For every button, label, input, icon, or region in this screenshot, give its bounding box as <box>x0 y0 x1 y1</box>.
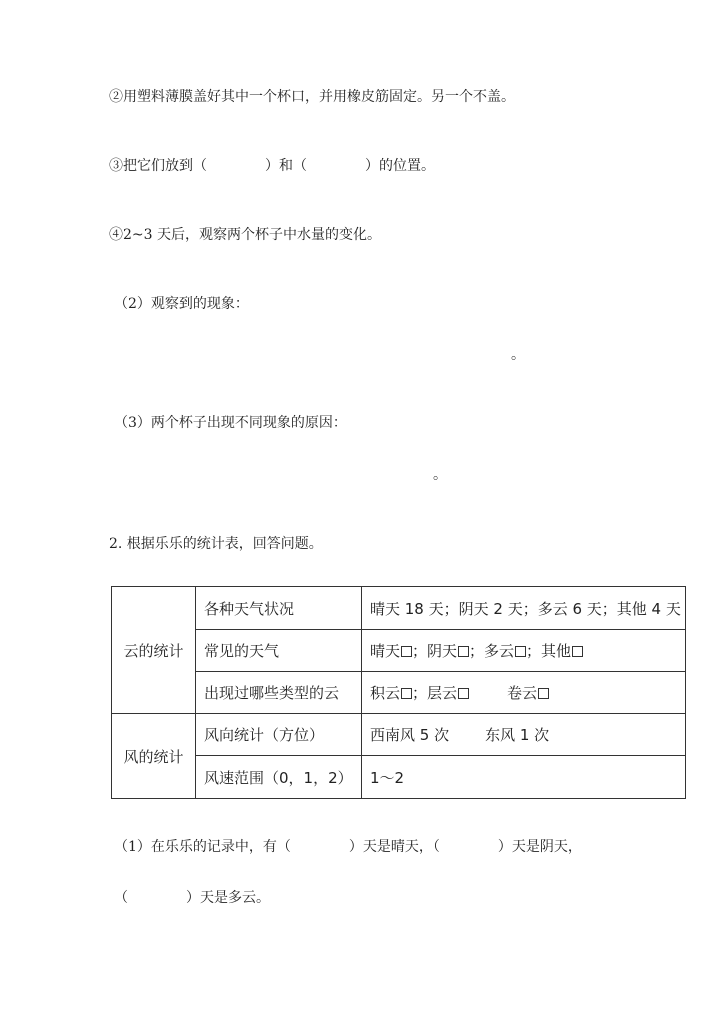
checkbox[interactable] <box>401 688 412 699</box>
question-2-label: （2）观察到的现象： <box>114 296 249 312</box>
step-4-text: ④2~3 天后，观察两个杯子中水量的变化。 <box>109 227 381 243</box>
checkbox[interactable] <box>458 688 469 699</box>
checkbox[interactable] <box>458 646 469 657</box>
fill-text: （ <box>114 890 128 906</box>
problem-2-title: 2. 根据乐乐的统计表，回答问题。 <box>109 536 323 552</box>
row-label: 出现过哪些类型的云 <box>196 672 362 714</box>
wind-direction-b: 东风 1 次 <box>485 726 550 744</box>
step-3-middle: ）和（ <box>265 158 307 174</box>
weather-stats-table <box>111 586 686 799</box>
option-label: 晴天 <box>370 642 401 660</box>
table-row <box>112 672 686 714</box>
row-value <box>362 630 686 672</box>
option-label: ；多云 <box>469 642 515 660</box>
fill-text: ）天是多云。 <box>186 890 270 906</box>
option-label: 卷云 <box>507 684 538 702</box>
wind-stats-group-label: 风的统计 <box>112 714 196 799</box>
wind-direction-a: 西南风 5 次 <box>370 726 450 744</box>
fill-text: ）天是阴天， <box>497 839 582 855</box>
fill-text: ）天是晴天，（ <box>348 839 440 855</box>
fill-question-1-line-2 <box>114 888 270 908</box>
checkbox[interactable] <box>572 646 583 657</box>
row-value <box>362 672 686 714</box>
checkbox[interactable] <box>401 646 412 657</box>
answer-line-end-mark: 。 <box>433 467 447 483</box>
table-row <box>112 630 686 672</box>
row-label: 风速范围（0，1，2） <box>196 756 362 799</box>
row-label: 风向统计（方位） <box>196 714 362 756</box>
row-value: 1～2 <box>362 756 686 799</box>
option-label: ；阴天 <box>412 642 458 660</box>
row-value <box>362 714 686 756</box>
fill-question-1-line-1 <box>114 837 582 857</box>
row-value: 晴天 18 天；阴天 2 天；多云 6 天；其他 4 天 <box>362 587 686 630</box>
table-row <box>112 714 686 756</box>
fill-text: （1）在乐乐的记录中，有（ <box>114 839 291 855</box>
option-label: ；层云 <box>412 684 458 702</box>
option-label: ；其他 <box>526 642 572 660</box>
row-label: 各种天气状况 <box>196 587 362 630</box>
step-3-prefix: ③把它们放到（ <box>109 158 207 174</box>
option-label: 积云 <box>370 684 401 702</box>
row-label: 常见的天气 <box>196 630 362 672</box>
checkbox[interactable] <box>538 688 549 699</box>
checkbox[interactable] <box>515 646 526 657</box>
table-row <box>112 756 686 799</box>
answer-line-end-mark: 。 <box>511 347 525 363</box>
question-3-label: （3）两个杯子出现不同现象的原因： <box>114 415 347 431</box>
step-2-text: ②用塑料薄膜盖好其中一个杯口，并用橡皮筋固定。另一个不盖。 <box>109 89 515 105</box>
step-3-suffix: ）的位置。 <box>365 158 435 174</box>
step-3-text <box>109 156 435 176</box>
table-row <box>112 587 686 630</box>
cloud-stats-group-label: 云的统计 <box>112 587 196 714</box>
